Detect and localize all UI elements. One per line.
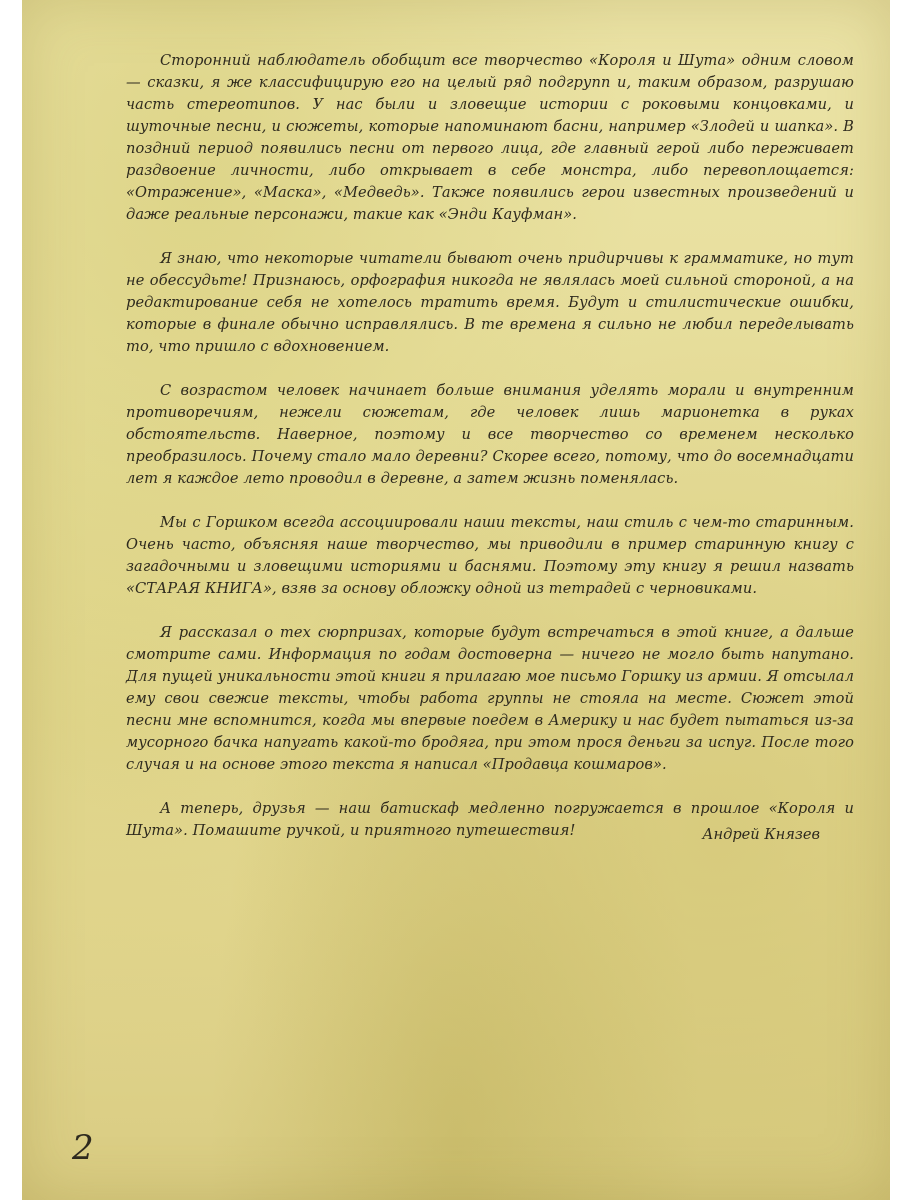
paragraph-1: Сторонний наблюдатель обобщит все творчество «Короля и Шута» одним словом — сказки, я же классифицирую его на целый ряд подгрупп и, таким образом, разрушаю часть стереотипов. У нас были и зловещие истории с роковыми концовками, и шуточные песни, и сюжеты, которые напоминают басни, например «Злодей и шапка». В поздний период появились песни от первого лица, где главный герой либо переживает раздвоение личности, либо открывает в себе монстра, либо перевоплощается: «Отражение», «Маска», «Медведь». Также появились герои известных произведений и даже реальные персонажи, такие как «Энди Кауфман».	[126, 52, 854, 223]
parchment-page	[22, 0, 890, 1200]
paragraph-6: А теперь, друзья — наш батискаф медленно погружается в прошлое «Короля и Шута». Помашите ручкой, и приятного путешествия!	[126, 800, 854, 839]
paragraph-4: Мы с Горшком всегда ассоциировали наши тексты, наш стиль с чем-то старинным. Очень часто, объясняя наше творчество, мы приводили в пример старинную книгу с загадочными и зловещими историями и баснями. Поэтому эту книгу я решил назвать «СТАРАЯ КНИГА», взяв за основу обложку одной из тетрадей с черновиками.	[126, 514, 854, 597]
page-number: 2	[72, 1128, 94, 1168]
paragraph-5: Я рассказал о тех сюрпризах, которые будут встречаться в этой книге, а дальше смотрите сами. Информация по годам достоверна — ничего не могло быть напутано. Для пущей уникальности этой книги я прилагаю мое письмо Горшку из армии. Я отсылал ему свои свежие тексты, чтобы работа группы не стояла на месте. Сюжет этой песни мне вспомнится, когда мы впервые поедем в Америку и нас будет пытаться из-за мусорного бачка напугать какой-то бродяга, при этом прося деньги за испуг. После того случая и на основе этого текста я написал «Продавца кошмаров».	[126, 624, 855, 773]
paragraph-2: Я знаю, что некоторые читатели бывают очень придирчивы к грамматике, но тут не обессудьте! Признаюсь, орфография никогда не являлась моей сильной стороной, а на редактирование себя не хотелось тратить время. Будут и стилистические ошибки, которые в финале обычно исправлялись. В те времена я сильно не любил переделывать то, что пришло с вдохновением.	[126, 250, 854, 355]
body-text	[126, 50, 854, 864]
author-signature: Андрей Князев	[702, 826, 820, 843]
paragraph-3: С возрастом человек начинает больше внимания уделять морали и внутренним противоречиям, нежели сюжетам, где человек лишь марионетка в руках обстоятельств. Наверное, поэтому и все творчество со временем несколько преобразилось. Почему стало мало деревни? Скорее всего, потому, что до восемнадцати лет я каждое лето проводил в деревне, а затем жизнь поменялась.	[126, 382, 854, 487]
